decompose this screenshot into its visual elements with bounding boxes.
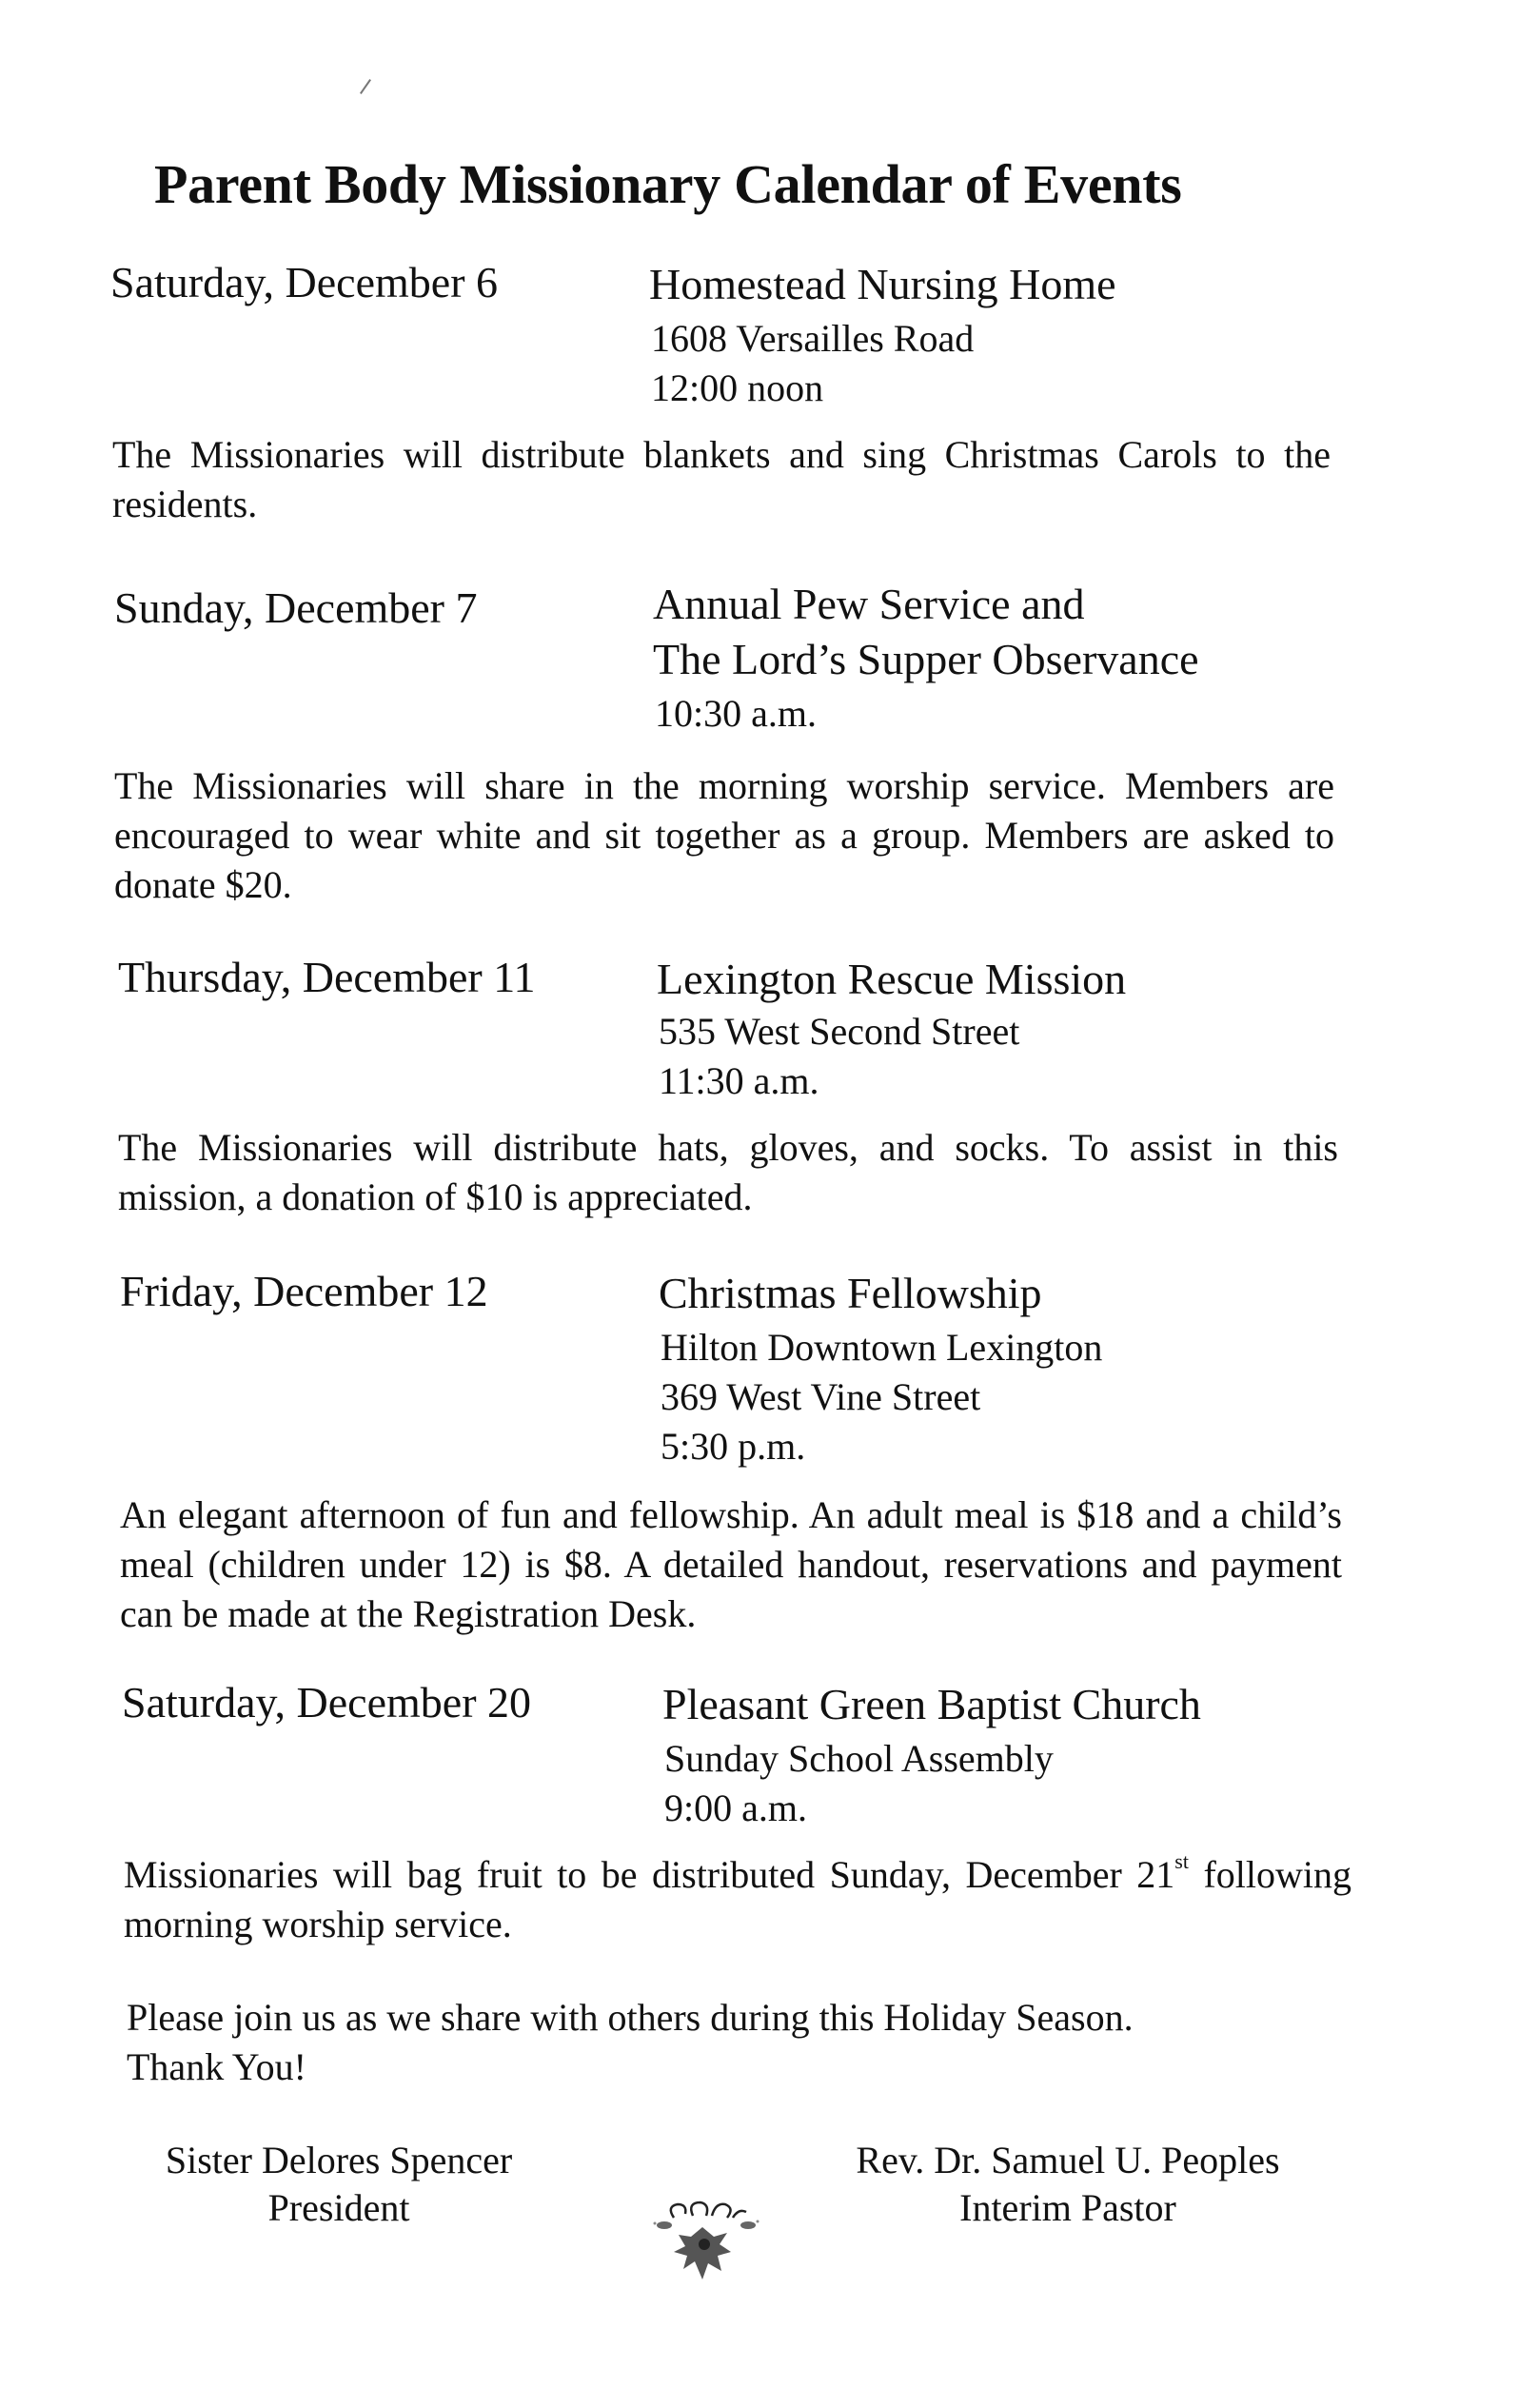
event-time: 11:30 a.m. <box>659 1059 819 1102</box>
event-description-text-cont: following morning worship service. <box>124 1853 1352 1945</box>
event-venue: Homestead Nursing Home <box>649 260 1116 308</box>
stray-pen-mark <box>360 79 371 94</box>
event-time: 5:30 p.m. <box>661 1425 806 1468</box>
signatory-role: President <box>267 2186 410 2229</box>
signature-left <box>129 2137 548 2232</box>
signatory-name: Rev. Dr. Samuel U. Peoples <box>856 2139 1280 2181</box>
holly-scroll-ornament-icon <box>636 2189 779 2294</box>
signature-right <box>811 2137 1325 2232</box>
signatory-name: Sister Delores Spencer <box>165 2139 513 2181</box>
event-location: Hilton Downtown Lexington <box>661 1326 1103 1369</box>
event-time: 12:00 noon <box>651 366 824 409</box>
signatory-role: Interim Pastor <box>959 2186 1176 2229</box>
event-address: 535 West Second Street <box>659 1010 1020 1053</box>
event-date: Thursday, December 11 <box>118 953 536 1001</box>
page-title: Parent Body Missionary Calendar of Events <box>154 153 1182 215</box>
event-address: 369 West Vine Street <box>661 1375 981 1418</box>
event-venue-line-2: The Lord’s Supper Observance <box>653 635 1199 683</box>
event-date: Friday, December 12 <box>120 1267 488 1315</box>
event-description: The Missionaries will distribute hats, gloves, and socks. To assist in this mission, a donation of $10 is appreciated. <box>118 1126 1338 1218</box>
event-time: 9:00 a.m. <box>664 1786 807 1829</box>
event-venue: Lexington Rescue Mission <box>657 955 1127 1003</box>
event-date: Saturday, December 20 <box>122 1678 532 1727</box>
event-date: Sunday, December 7 <box>114 583 478 632</box>
closing-line: Please join us as we share with others during this Holiday Season. <box>127 1996 1134 2039</box>
event-date: Saturday, December 6 <box>110 258 499 306</box>
event-address: 1608 Versailles Road <box>651 317 975 360</box>
event-time: 10:30 a.m. <box>655 692 817 735</box>
event-description: An elegant afternoon of fun and fellowship. An adult meal is $18 and a child’s meal (children under 12) is $8. A detailed handout, reservations and payment can be made at the Registration Desk. <box>120 1493 1342 1635</box>
event-description-text: Missionaries will bag fruit to be distributed Sunday, December 21 <box>124 1853 1175 1896</box>
event-description: The Missionaries will distribute blankets and sing Christmas Carols to the residents. <box>112 433 1331 525</box>
event-venue: Annual Pew Service and <box>653 580 1085 628</box>
event-venue: Christmas Fellowship <box>659 1269 1042 1317</box>
thank-you-line: Thank You! <box>127 2045 306 2088</box>
event-description <box>124 1850 1351 1949</box>
ordinal-suffix: st <box>1174 1849 1189 1873</box>
event-description: The Missionaries will share in the morning worship service. Members are encouraged to wear white and sit together as a group. Members are asked to donate $20. <box>114 764 1334 906</box>
event-venue: Pleasant Green Baptist Church <box>662 1680 1201 1728</box>
event-location: Sunday School Assembly <box>664 1737 1054 1780</box>
